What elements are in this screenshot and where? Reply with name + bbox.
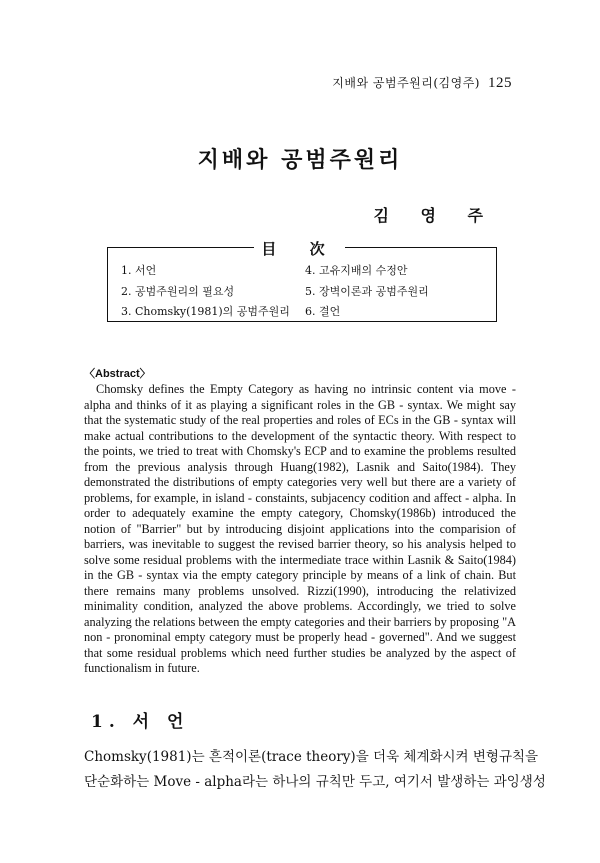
body-line-2: 단순화하는 Move - alpha라는 하나의 규칙만 두고, 여기서 발생하는 과잉생성 <box>84 774 546 790</box>
toc-item-3: 3. Chomsky(1981)의 공범주원리 <box>121 305 290 318</box>
running-head <box>332 74 512 92</box>
abstract-text: Chomsky defines the Empty Category as having no intrinsic content via move - alpha and thinks of it as playing a significant roles in the GB - syntax. We might say that the systematic study of the real properties and roles of ECs in the GB - syntax will make actual contributions to the development of the syntactic theory. With respect to the points, we tried to treat with Chomsky's ECP and to examine the problems resulted from the previous analysis through Huang(1982), Lasnik and Saito(1984). They demonstrated the distributions of empty categories very well but there are a variety of problems, for example, in island - constaints, subjacency codition and affect - alpha. In order to adequately examine the empty category, Chomsky(1986b) introduced the notion of "Barrier" but by introducing disjoint applications into the comparision of barriers, was inevitable to suggest the revised barrier theory, so his analysis helped to solve some residual problems with the intermediate trace within Lasnik & Saito(1984) in the GB - syntax via the empty category principle by means of a link of chain. But there remains many problems unsolved. Rizzi(1990), introducing the relativized minimality condition, analyzed the above problems. Accordingly, we tried to solve analyzing the relations between the empty categories and their barriers by proposing "A non - pronominal empty category must be properly head - governed". And we suggest that some residual problems which need further studies be analyzed by the aspect of functionalism in future. <box>84 382 516 675</box>
page-number: 125 <box>488 75 512 91</box>
abstract-label: 〈Abstract〉 <box>84 368 151 380</box>
author-name: 김 영 주 <box>373 206 496 225</box>
toc-item-4: 4. 고유지배의 수정안 <box>305 264 408 277</box>
toc-item-6: 6. 결언 <box>305 305 341 318</box>
toc-heading: 目 次 <box>261 240 339 258</box>
running-head-title: 지배와 공범주원리(김영주) <box>332 76 480 90</box>
article-title: 지배와 공범주원리 <box>197 147 403 173</box>
section-heading: 1. 서 언 <box>91 712 190 732</box>
toc-item-5: 5. 장벽이론과 공범주원리 <box>305 285 429 298</box>
body-line-1: Chomsky(1981)는 흔적이론(trace theory)을 더욱 체계화시켜 변형규칙을 <box>84 749 539 765</box>
toc-top-rule-right <box>345 247 496 248</box>
toc-top-rule-left <box>107 247 254 248</box>
toc-item-1: 1. 서언 <box>121 264 157 277</box>
toc-item-2: 2. 공범주원리의 필요성 <box>121 285 235 298</box>
